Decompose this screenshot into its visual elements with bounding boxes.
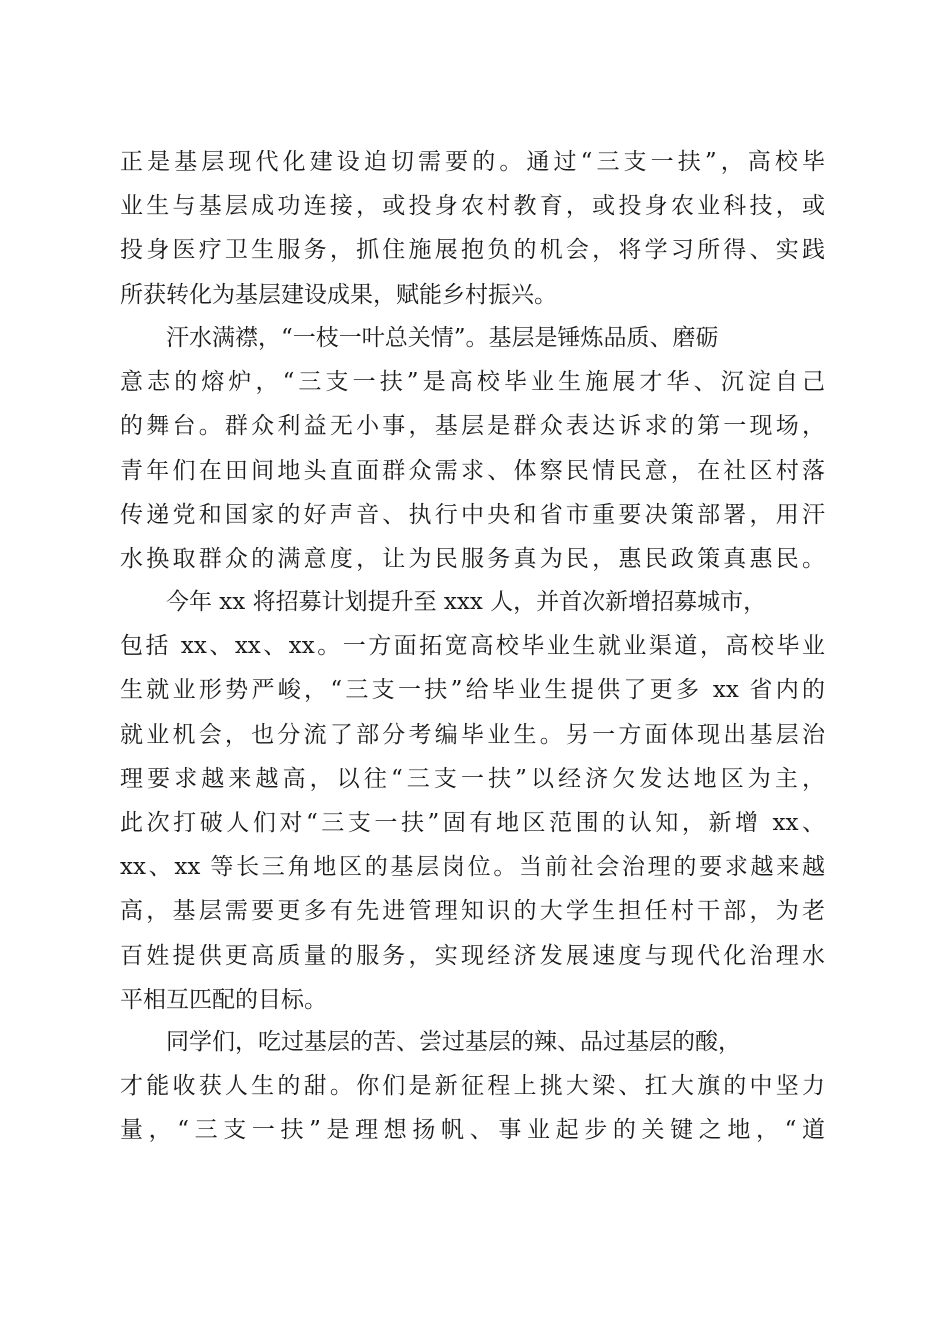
paragraph-line: 水换取群众的满意度，让为民服务真为民，惠民政策真惠民。: [120, 545, 825, 572]
paragraph-1: [120, 140, 825, 317]
paragraph-2: [120, 316, 825, 581]
paragraph-line: 投身医疗卫生服务，抓住施展抱负的机会，将学习所得、实践: [120, 237, 825, 264]
paragraph-line: 就业机会，也分流了部分考编毕业生。另一方面体现出基层治: [120, 721, 825, 748]
paragraph-line: 传递党和国家的好声音、执行中央和省市重要决策部署，用汗: [120, 501, 825, 528]
paragraph-line: 高，基层需要更多有先进管理知识的大学生担任村干部，为老: [120, 898, 825, 925]
paragraph-line: 百姓提供更高质量的服务，实现经济发展速度与现代化治理水: [120, 942, 825, 969]
paragraph-line: 意志的熔炉，“三支一扶”是高校毕业生施展才华、沉淀自己: [120, 369, 825, 396]
paragraph-line: 今年 xx 将招募计划提升至 xxx 人，并首次新增招募城市，: [166, 589, 767, 615]
paragraph-line: 所获转化为基层建设成果，赋能乡村振兴。: [120, 281, 557, 308]
paragraph-line: 才能收获人生的甜。你们是新征程上挑大梁、扛大旗的中坚力: [120, 1073, 825, 1100]
paragraph-line: 生就业形势严峻，“三支一扶”给毕业生提供了更多 xx 省内的: [120, 677, 825, 704]
paragraph-line: 量，“三支一扶”是理想扬帆、事业起步的关键之地，“道: [120, 1117, 825, 1144]
paragraph-line: 青年们在田间地头直面群众需求、体察民情民意，在社区村落: [120, 457, 825, 484]
paragraph-line: 平相互匹配的目标。: [120, 986, 327, 1013]
paragraph-line: 理要求越来越高，以往“三支一扶”以经济欠发达地区为主，: [120, 765, 825, 792]
paragraph-line: 正是基层现代化建设迫切需要的。通过“三支一扶”，高校毕: [120, 149, 825, 175]
paragraph-line: 同学们，吃过基层的苦、尝过基层的辣、品过基层的酸，: [166, 1029, 741, 1055]
paragraph-line: 业生与基层成功连接，或投身农村教育，或投身农业科技，或: [120, 193, 825, 220]
paragraph-3: [120, 580, 825, 1022]
paragraph-line: 包括 xx、xx、xx。一方面拓宽高校毕业生就业渠道，高校毕业: [120, 633, 825, 660]
paragraph-line: 此次打破人们对“三支一扶”固有地区范围的认知，新增 xx、: [120, 809, 825, 836]
paragraph-4: [120, 1020, 825, 1153]
paragraph-line: 汗水满襟，“一枝一叶总关情”。基层是锤炼品质、磨砺: [166, 325, 719, 351]
paragraph-line: xx、xx 等长三角地区的基层岗位。当前社会治理的要求越来越: [120, 854, 825, 881]
paragraph-line: 的舞台。群众利益无小事，基层是群众表达诉求的第一现场，: [120, 413, 825, 440]
